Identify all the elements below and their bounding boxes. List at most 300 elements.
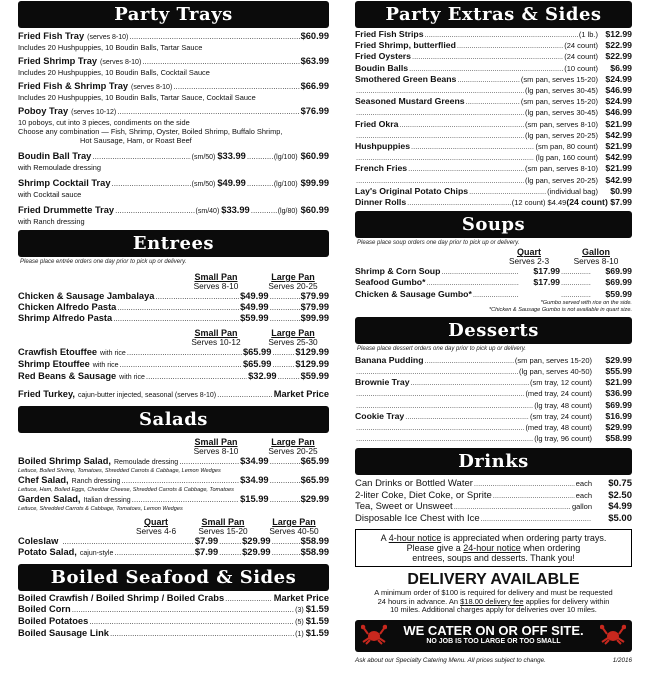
menu-row <box>18 616 329 628</box>
item-qty: (serves 10-12) <box>71 109 117 116</box>
menu-row <box>18 56 329 68</box>
dot-leader <box>561 277 591 288</box>
item-size: (lg pan, serves 30-45) <box>525 86 598 96</box>
salads-banner: Salads <box>18 406 329 433</box>
item-price: $7.99 <box>194 547 219 557</box>
item-qty: (5) <box>295 619 304 626</box>
item-price: $65.99 <box>242 347 272 357</box>
column-header <box>257 329 329 347</box>
item-qty: (serves 8-10) <box>100 59 142 66</box>
item-description: 10 poboys, cut into 3 pieces, condiments on the side <box>18 118 190 127</box>
menu-row <box>355 119 632 130</box>
dot-leader <box>270 291 300 302</box>
item-name: Boudin Ball Tray <box>18 151 92 161</box>
column-serves: Serves 20-25 <box>268 446 318 456</box>
item-extra: Italian dressing <box>83 497 131 504</box>
spacer <box>18 273 175 291</box>
item-name: Potato Salad, <box>18 547 77 557</box>
menu-row <box>18 593 329 604</box>
size-label: (sm/40) <box>195 208 220 215</box>
item-price: $129.99 <box>295 347 329 357</box>
item-extra: with rice <box>100 350 126 357</box>
item-name: Cookie Tray <box>355 410 405 421</box>
salads-list <box>18 438 329 559</box>
item-size: (sm pan, 80 count) <box>535 142 598 152</box>
item-name: Chicken & Sausage Gumbo* <box>355 288 472 299</box>
catering-banner <box>355 620 632 652</box>
item-description: with Cocktail sauce <box>18 190 82 199</box>
menu-row <box>18 313 329 324</box>
menu-row <box>355 197 632 208</box>
item-name: Seasoned Mustard Greens <box>355 96 465 107</box>
item-size: (24 count) <box>564 41 598 51</box>
item-price: $49.99 <box>240 302 269 312</box>
column-header <box>259 518 329 536</box>
menu-row <box>18 31 329 43</box>
party-trays-list <box>18 31 329 226</box>
dot-leader <box>146 371 247 382</box>
dot-leader <box>251 205 277 216</box>
item-name: Garden Salad, <box>18 494 81 504</box>
dot-leader <box>272 547 300 558</box>
dot-leader <box>426 277 519 288</box>
item-price: $129.99 <box>295 359 329 369</box>
column-header <box>257 438 329 456</box>
dot-leader <box>457 74 519 85</box>
dot-leader <box>117 106 299 117</box>
tray-item <box>18 56 329 77</box>
dot-leader <box>425 29 578 40</box>
dot-leader <box>425 355 514 366</box>
dot-leader <box>469 186 546 197</box>
dot-leader <box>62 536 194 547</box>
item-qty: (1) <box>295 631 304 638</box>
column-serves: Serves 8-10 <box>193 446 239 456</box>
dot-leader <box>278 371 300 382</box>
item-description: Includes 20 Hushpuppies, 10 Boudin Balls, Cocktail Sauce <box>18 68 210 77</box>
item-name: Chef Salad, <box>18 475 69 485</box>
menu-row <box>355 29 632 40</box>
dot-leader <box>561 266 591 277</box>
entrees-banner: Entrees <box>18 230 329 257</box>
column-header <box>125 518 187 536</box>
item-price: $55.99 <box>605 366 632 377</box>
menu-row <box>18 106 329 118</box>
column-header <box>187 518 259 536</box>
column-headers <box>355 248 632 266</box>
menu-row <box>355 96 632 107</box>
delivery-title: DELIVERY AVAILABLE <box>407 571 580 589</box>
item-qty: (serves 8-10) <box>131 84 173 91</box>
item-price: $33.99 <box>217 151 246 161</box>
item-price: $24.99 <box>605 96 632 107</box>
tray-item <box>18 31 329 52</box>
item-extra: cajun-butter injected, seasonal (serves 8-10) <box>78 392 217 399</box>
item-name: Seafood Gumbo* <box>355 277 426 288</box>
poboy-item <box>18 106 329 145</box>
item-name: Can Drinks or Bottled Water <box>355 478 473 490</box>
menu-row <box>355 175 632 186</box>
item-name: Red Beans & Sausage <box>18 371 117 381</box>
column-serves: Serves 8-10 <box>573 256 619 267</box>
item-name: Fried Fish Strips <box>355 29 424 39</box>
column-title: Gallon <box>581 247 610 258</box>
item-price: $42.99 <box>605 129 632 140</box>
item-price: $16.99 <box>605 410 632 421</box>
dot-leader <box>412 51 563 62</box>
item-price: $65.99 <box>300 456 329 466</box>
party-trays-banner: Party Trays <box>18 1 329 28</box>
spacer <box>355 248 498 266</box>
item-price: (24 count) $7.99 <box>566 197 632 208</box>
item-description: Includes 20 Hushpuppies, 10 Boudin Balls, Tartar Sauce, Cocktail Sauce <box>18 93 256 102</box>
menu-row <box>355 478 632 490</box>
item-size: (lg pan, serves 40-50) <box>519 367 592 377</box>
crawfish-icon <box>361 623 387 645</box>
item-price: $4.99 <box>608 501 632 513</box>
dot-leader <box>219 547 241 558</box>
item-name: Poboy Tray <box>18 106 69 116</box>
column-title: Quart <box>516 247 541 258</box>
menu-row <box>18 178 329 190</box>
column-title: Large Pan <box>271 272 315 282</box>
dot-leader <box>493 490 575 502</box>
dot-leader <box>356 366 518 377</box>
dot-leader <box>405 411 529 422</box>
item-size: (lg pan, 160 count) <box>535 153 598 163</box>
item-price: $59.99 <box>605 288 632 299</box>
menu-row <box>355 377 632 388</box>
soups-banner: Soups <box>355 211 632 238</box>
item-name: Fried Fish Tray <box>18 31 85 41</box>
item-name: Shrimp Etouffee <box>18 359 90 369</box>
dot-leader <box>270 456 300 467</box>
dot-leader <box>356 175 524 186</box>
column-serves: Serves 4-6 <box>135 526 177 536</box>
soup-footnote: *Gumbo served with rice on the side. <box>540 299 632 306</box>
item-size: (24 count) <box>564 52 598 62</box>
menu-row <box>355 400 632 411</box>
item-size: (lg pan, serves 20-25) <box>525 175 598 185</box>
desserts-list <box>355 355 632 445</box>
item-size: (sm pan, serves 15-20) <box>514 355 592 365</box>
item-price: $0.75 <box>608 478 632 490</box>
item-price: $22.99 <box>605 51 632 62</box>
menu-row <box>355 141 632 152</box>
boiled-seafood-list <box>18 593 329 640</box>
dot-leader <box>127 347 242 358</box>
dot-leader <box>270 494 300 505</box>
dot-leader <box>142 56 299 67</box>
item-price: $7.99 <box>194 536 219 546</box>
menu-row <box>355 388 632 399</box>
item-name: Boiled Sausage Link <box>18 628 109 638</box>
dot-leader <box>356 85 524 96</box>
footer-text: Ask about our Specialty Catering Menu. All prices subject to change. <box>355 656 546 664</box>
menu-row <box>355 107 632 118</box>
item-qty: (serves 8-10) <box>87 34 129 41</box>
item-price: $6.99 <box>610 62 632 73</box>
item-size: (sm pan, serves 15-20) <box>520 97 598 107</box>
item-name: Fried Fish & Shrimp Tray <box>18 81 129 91</box>
column-title: Large Pan <box>272 517 316 527</box>
dot-leader <box>561 289 591 300</box>
column-serves: Serves 40-50 <box>269 526 319 536</box>
dot-leader <box>179 456 239 467</box>
item-price: $99.99 <box>300 178 329 188</box>
desserts-banner: Desserts <box>355 317 632 344</box>
item-price: $0.99 <box>610 185 632 196</box>
menu-row <box>18 151 329 163</box>
size-label: (sm/50) <box>191 154 216 161</box>
item-size: (1 lb.) <box>578 30 598 39</box>
dot-leader <box>441 266 519 277</box>
column-title: Small Pan <box>194 272 238 282</box>
item-price: $58.99 <box>300 536 329 546</box>
item-description: Choose any combination — Fish, Shrimp, Oyster, Boiled Shrimp, Buffalo Shrimp, <box>18 127 283 136</box>
menu-row <box>355 411 632 422</box>
item-name: Banana Pudding <box>355 354 424 365</box>
column-title: Small Pan <box>194 437 238 447</box>
menu-row <box>355 130 632 141</box>
menu-row <box>355 51 632 62</box>
item-price: $22.99 <box>605 40 632 51</box>
item-price: $2.50 <box>608 489 632 501</box>
item-size: (individual bag) <box>547 186 598 196</box>
size-label: (lg/100) <box>273 181 298 188</box>
tray-item <box>18 151 329 172</box>
item-price: $63.99 <box>300 56 329 66</box>
dot-leader <box>89 616 294 627</box>
item-name: Hushpuppies <box>355 141 411 152</box>
item-price: $33.99 <box>221 205 250 215</box>
item-name: 2-liter Coke, Diet Coke, or Sprite <box>355 489 492 501</box>
item-price: $66.99 <box>300 81 329 91</box>
menu-row <box>18 359 329 371</box>
tray-item <box>18 205 329 226</box>
item-size: (lg tray, 96 count) <box>534 434 592 444</box>
dot-leader <box>272 359 294 370</box>
menu-row <box>18 604 329 616</box>
column-headers <box>18 438 329 456</box>
dot-leader <box>115 205 194 216</box>
menu-row <box>18 291 329 302</box>
catering-subtitle: NO JOB IS TOO LARGE OR TOO SMALL <box>426 637 561 645</box>
item-name: Fried Shrimp, butterflied <box>355 40 456 51</box>
menu-row <box>355 163 632 174</box>
dot-leader <box>466 96 520 107</box>
menu-row <box>355 186 632 197</box>
menu-row <box>355 513 632 525</box>
menu-row <box>355 433 632 444</box>
item-price: $1.59 <box>305 628 329 638</box>
dot-leader <box>129 31 299 42</box>
boiled-seafood-banner: Boiled Seafood & Sides <box>18 564 329 591</box>
item-description: Lettuce, Boiled Shrimp, Tomatoes, Shredded Carrots & Cabbage, Lemon Wedges <box>18 468 221 474</box>
drinks-list <box>355 478 632 524</box>
item-name: Shrimp & Corn Soup <box>355 266 441 277</box>
item-extra: with rice <box>119 374 145 381</box>
notice-box: A 4-hour notice is appreciated when ordering party trays. Please give a 24-hour notice when ordering entrees, soups and desserts. Thank you! <box>355 529 632 567</box>
menu-row <box>18 302 329 313</box>
item-price: $58.99 <box>300 547 329 557</box>
menu-row <box>355 501 632 513</box>
menu-row <box>355 85 632 96</box>
dot-leader <box>113 313 239 324</box>
item-name: Fried Turkey, <box>18 389 76 399</box>
dot-leader <box>117 302 239 313</box>
item-size: (sm pan, serves 8-10) <box>525 119 598 129</box>
menu-row <box>355 289 632 300</box>
dot-leader <box>111 178 190 189</box>
item-description: Lettuce, Shredded Carrots & Cabbage, Tomatoes, Lemon Wedges <box>18 506 183 512</box>
column-headers <box>18 518 329 536</box>
item-name: Coleslaw <box>18 536 59 546</box>
column-serves: Serves 2-3 <box>508 256 550 267</box>
menu-row <box>355 266 632 277</box>
dot-leader <box>272 347 294 358</box>
item-price: $21.99 <box>605 118 632 129</box>
dot-leader <box>411 141 534 152</box>
item-price: $58.99 <box>605 433 632 444</box>
spacer <box>18 329 175 347</box>
item-price: $29.99 <box>605 354 632 365</box>
dot-leader <box>119 359 241 370</box>
item-name: Crawfish Etouffee <box>18 347 98 357</box>
item-price: $76.99 <box>300 106 329 116</box>
item-name: Boudin Balls <box>355 62 409 73</box>
item-price: $49.99 <box>240 291 269 301</box>
menu-row <box>355 40 632 51</box>
item-unit: each <box>575 490 592 500</box>
column-serves: Serves 10-12 <box>191 337 241 347</box>
item-name: Shrimp Cocktail Tray <box>18 178 111 188</box>
item-size: (12 count) $4.49 <box>511 198 567 208</box>
item-name: Fried Drummette Tray <box>18 205 115 215</box>
dot-leader <box>217 389 273 400</box>
menu-row <box>355 490 632 502</box>
menu-row <box>18 371 329 383</box>
size-label: (lg/100) <box>273 154 298 161</box>
spacer <box>18 518 125 536</box>
item-price: Market Price <box>273 593 329 603</box>
item-size: (sm pan, serves 8-10) <box>525 164 598 174</box>
dot-leader <box>173 81 299 92</box>
dot-leader <box>409 63 563 74</box>
dot-leader <box>110 628 294 639</box>
item-price: $79.99 <box>300 302 329 312</box>
column-headers <box>18 329 329 347</box>
drinks-banner: Drinks <box>355 448 632 475</box>
item-name: Tea, Sweet or Unsweet <box>355 501 453 513</box>
item-size: (sm tray, 24 count) <box>530 411 592 421</box>
item-name: Boiled Potatoes <box>18 616 89 626</box>
menu-row <box>18 205 329 217</box>
menu-row <box>355 355 632 366</box>
item-price: $34.99 <box>240 456 269 466</box>
item-description: Lettuce, Ham, Boiled Eggs, Cheddar Cheese, Shredded Carrots & Cabbage, Tomatoes <box>18 487 234 493</box>
column-title: Small Pan <box>194 328 238 338</box>
item-name: Boiled Corn <box>18 604 71 614</box>
dot-leader <box>356 433 533 444</box>
soups-list <box>355 248 632 314</box>
item-name: Lay's Original Potato Chips <box>355 185 469 196</box>
dot-leader <box>132 494 240 505</box>
item-price: Market Price <box>273 389 329 399</box>
dot-leader <box>219 536 241 547</box>
spacer <box>18 438 175 456</box>
item-size: (sm tray, 12 count) <box>530 378 592 388</box>
item-name: Dinner Rolls <box>355 197 407 208</box>
entrees-list <box>18 273 329 401</box>
entrees-note: Please place entrée orders one day prior to pick up or delivery. <box>20 259 187 265</box>
item-name: Shrimp Alfredo Pasta <box>18 313 113 323</box>
party-extras-list <box>355 29 632 208</box>
item-price: $60.99 <box>300 31 329 41</box>
item-price: $99.99 <box>300 313 329 323</box>
column-title: Large Pan <box>271 328 315 338</box>
item-unit: gallon <box>571 502 592 512</box>
dot-leader <box>247 178 273 189</box>
item-price: $29.99 <box>605 422 632 433</box>
item-price: $17.99 <box>533 266 560 277</box>
column-serves: Serves 20-25 <box>268 281 318 291</box>
dot-leader <box>481 513 591 525</box>
desserts-note: Please place dessert orders one day prior to pick up or delivery. <box>357 345 526 352</box>
dot-leader <box>155 291 239 302</box>
size-label: (sm/50) <box>191 181 216 188</box>
item-description: with Remoulade dressing <box>18 163 101 172</box>
dot-leader <box>121 475 239 486</box>
menu-row <box>355 366 632 377</box>
dot-leader <box>473 289 519 300</box>
item-price: $36.99 <box>605 388 632 399</box>
item-price: $29.99 <box>300 494 329 504</box>
item-price: $21.99 <box>605 141 632 152</box>
column-title: Small Pan <box>201 517 245 527</box>
dot-leader <box>270 313 300 324</box>
item-name: Disposable Ice Chest with Ice <box>355 512 480 524</box>
tray-item <box>18 81 329 102</box>
item-description: Hot Sausage, Ham, or Roast Beef <box>80 136 192 145</box>
dot-leader <box>356 400 533 411</box>
menu-row <box>18 456 329 468</box>
item-description: with Ranch dressing <box>18 217 85 226</box>
item-price: $65.99 <box>242 359 272 369</box>
menu-row <box>18 547 329 559</box>
menu-row <box>18 494 329 506</box>
dot-leader <box>270 475 300 486</box>
column-serves: Serves 15-20 <box>198 526 248 536</box>
item-price: $12.99 <box>605 29 632 39</box>
item-price: $15.99 <box>240 494 269 504</box>
footer-date: 1/2016 <box>612 656 632 664</box>
item-price: $49.99 <box>217 178 246 188</box>
item-price: $17.99 <box>533 277 560 288</box>
item-size: (10 count) <box>564 63 598 73</box>
menu-row <box>18 628 329 640</box>
column-header <box>560 248 632 266</box>
crawfish-icon <box>600 623 626 645</box>
item-price: $29.99 <box>242 536 271 546</box>
column-serves: Serves 8-10 <box>193 281 239 291</box>
item-price: $21.99 <box>605 163 632 174</box>
dot-leader <box>407 197 511 208</box>
menu-row <box>355 63 632 74</box>
column-headers <box>18 273 329 291</box>
column-header <box>498 248 560 266</box>
column-title: Quart <box>143 517 168 527</box>
